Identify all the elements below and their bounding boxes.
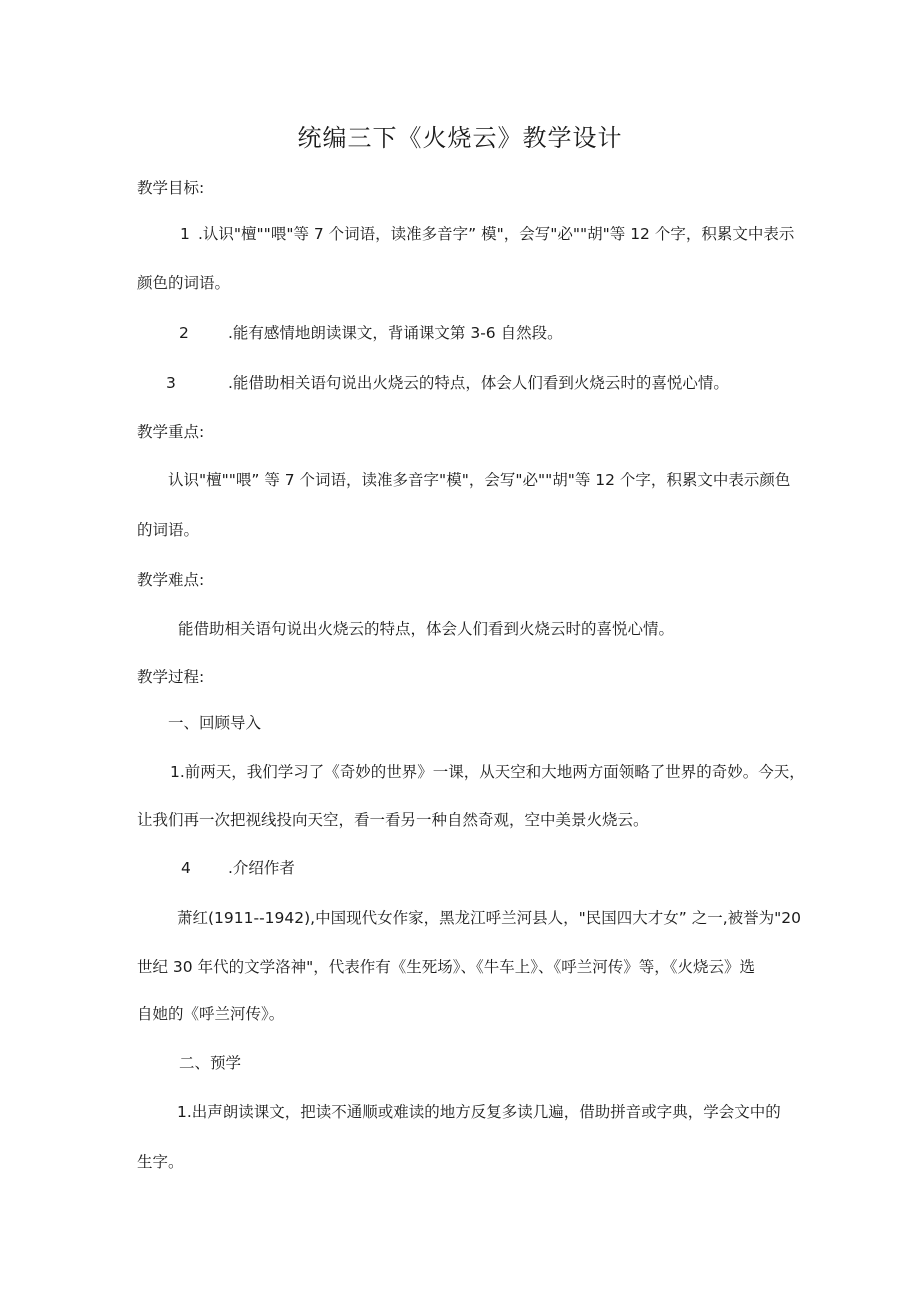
objective-2-text: .能有感情地朗读课文，背诵课文第 3-6 自然段。 — [228, 324, 563, 342]
section1-item-number: 4 — [181, 859, 191, 877]
document-title: 统编三下《火烧云》教学设计 — [297, 124, 623, 152]
objective-3-number: 3 — [166, 374, 176, 392]
section2-heading: 二、预学 — [179, 1054, 242, 1072]
objective-1-line2: 颜色的词语。 — [137, 274, 231, 292]
keypoints-line1: 认识"檀""喂” 等 7 个词语，读准多音字"模"，会写"必""胡"等 12 个字，积累文中表示颜色 — [168, 471, 791, 489]
section1-heading: 一、回顾导入 — [168, 714, 262, 732]
process-heading: 教学过程: — [137, 668, 205, 686]
section1-p1-line1: 1.前两天，我们学习了《奇妙的世界》一课，从天空和大地两方面领略了世界的奇妙。今天， — [170, 763, 805, 781]
difficulty-heading: 教学难点: — [137, 571, 205, 589]
objective-2-number: 2 — [179, 324, 189, 342]
keypoints-heading: 教学重点: — [137, 423, 205, 441]
section2-p1-line1: 1.出声朗读课文，把读不通顺或难读的地方反复多读几遍，借助拼音或字典，学会文中的 — [177, 1103, 781, 1121]
objectives-heading: 教学目标: — [137, 179, 205, 197]
author-line1: 萧红(1911--1942),中国现代女作家，黑龙江呼兰河县人，"民国四大才女” 之一,被誉为"20 — [177, 909, 801, 927]
objective-3-text: .能借助相关语句说出火烧云的特点，体会人们看到火烧云时的喜悦心情。 — [228, 374, 729, 392]
author-line2: 世纪 30 年代的文学洛神"，代表作有《生死场》、《牛车上》、《呼兰河传》等，《火烧云》选 — [137, 958, 755, 976]
section2-p1-line2: 生字。 — [137, 1153, 184, 1171]
section1-p1-line2: 让我们再一次把视线投向天空，看一看另一种自然奇观，空中美景火烧云。 — [137, 811, 649, 829]
section1-item-text: .介绍作者 — [228, 859, 295, 877]
author-line3: 自她的《呼兰河传》。 — [137, 1005, 285, 1023]
keypoints-line2: 的词语。 — [137, 521, 200, 539]
objective-1-line1: .认识"檀""喂"等 7 个词语，读准多音字” 模"，会写"必""胡"等 12 个字，积累文中表示 — [198, 225, 795, 243]
objective-1-number: 1 — [180, 225, 190, 243]
difficulty-text: 能借助相关语句说出火烧云的特点，体会人们看到火烧云时的喜悦心情。 — [178, 620, 675, 638]
